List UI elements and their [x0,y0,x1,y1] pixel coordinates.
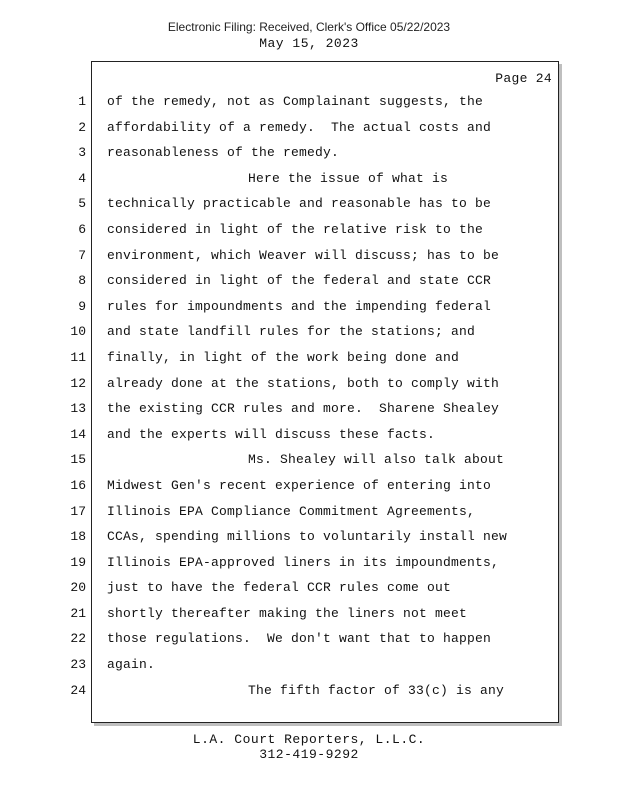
transcript-line: and the experts will discuss these facts. [107,426,436,442]
line-number: 13 [70,401,86,417]
transcript-line: the existing CCR rules and more. Sharene Shealey [107,401,500,417]
transcript-line: rules for impoundments and the impending federal [107,298,492,314]
transcript-line: considered in light of the relative risk to the [107,221,484,237]
line-number: 11 [70,349,86,365]
transcript-line: The fifth factor of 33(c) is any [248,682,505,698]
transcript-line: finally, in light of the work being done and [107,349,460,365]
transcript-line: shortly thereafter making the liners not meet [107,605,468,621]
transcript-line: CCAs, spending millions to voluntarily install new [107,529,508,545]
transcript-line: Ms. Shealey will also talk about [248,452,505,468]
line-number: 24 [70,682,86,698]
line-number: 12 [70,375,86,391]
transcript-line: technically practicable and reasonable has to be [107,196,492,212]
line-number: 4 [78,170,86,186]
line-number: 14 [70,426,86,442]
transcript-line: considered in light of the federal and state CCR [107,273,492,289]
reporter-phone: 312-419-9292 [259,747,359,762]
transcript-line: just to have the federal CCR rules come out [107,580,452,596]
line-number: 17 [70,503,86,519]
transcript-date: May 15, 2023 [259,36,359,51]
page-number: Page 24 [495,71,552,86]
line-number: 21 [70,605,86,621]
line-number: 5 [78,196,86,212]
reporter-name: L.A. Court Reporters, L.L.C. [192,732,426,747]
filing-stamp: Electronic Filing: Received, Clerk's Office 05/22/2023 [167,20,451,34]
line-number: 15 [70,452,86,468]
line-number: 7 [78,247,86,263]
transcript-line: Midwest Gen's recent experience of entering into [107,477,492,493]
transcript-line: already done at the stations, both to comply with [107,375,500,391]
line-number: 1 [78,94,86,109]
transcript-line: again. [107,657,156,673]
transcript-line: affordability of a remedy. The actual costs and [107,119,492,135]
line-numbers [56,89,86,703]
transcript-line: Illinois EPA Compliance Commitment Agreements, [107,503,476,519]
transcript-line: environment, which Weaver will discuss; has to be [107,247,500,263]
transcript-line: Here the issue of what is [248,170,449,186]
line-number: 22 [70,631,86,647]
line-number: 16 [70,477,86,493]
line-number: 6 [78,221,86,237]
transcript-body [107,89,547,703]
transcript-line: Illinois EPA-approved liners in its impoundments, [107,554,500,570]
footer [0,732,618,762]
line-number: 2 [78,119,86,135]
transcript-line: and state landfill rules for the stations; and [107,324,476,340]
transcript-line: of the remedy, not as Complainant suggests, the [107,94,484,109]
transcript-line: reasonableness of the remedy. [107,145,340,161]
line-number: 10 [70,324,86,340]
line-number: 9 [78,298,86,314]
transcript-line: those regulations. We don't want that to happen [107,631,492,647]
line-number: 23 [70,657,86,673]
line-number: 3 [78,145,86,161]
line-number: 8 [78,273,86,289]
line-number: 18 [70,529,86,545]
line-number: 20 [70,580,86,596]
line-number: 19 [70,554,86,570]
